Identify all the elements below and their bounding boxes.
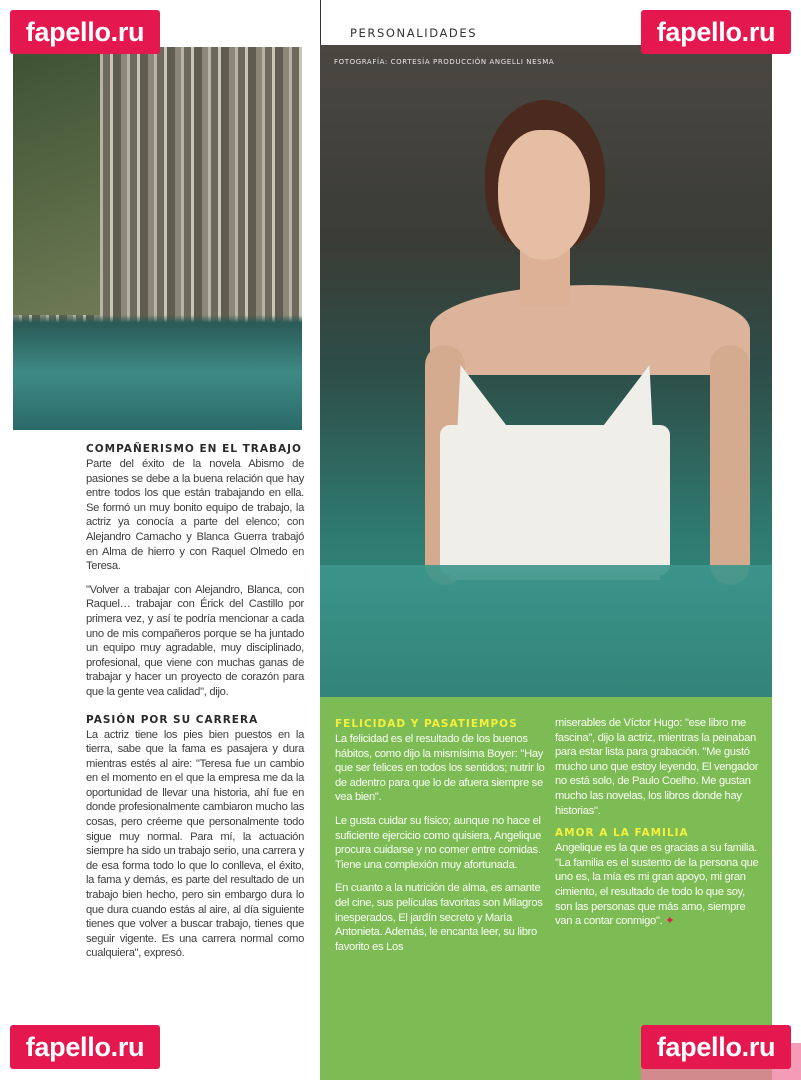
left-column <box>86 443 304 970</box>
section-heading: COMPAÑERISMO EN EL TRABAJO <box>86 443 302 455</box>
paragraph: La felicidad es el resultado de los buenos hábitos, como dijo la mismísima Boyer: "Hay que ser felices en todos los sentidos; nutrir lo de adentro para que lo de afuera siempre se vea bien". <box>335 733 545 804</box>
photo-shape <box>498 130 590 260</box>
watermark-link[interactable]: fapello.ru <box>641 1025 791 1069</box>
section-title: PERSONALIDADES <box>350 26 478 40</box>
header-divider <box>320 0 321 45</box>
paragraph: La actriz tiene los pies bien puestos en la tierra, sabe que la fama es pasajera y dura mientras estés al aire: "Teresa fue un cambio en el momento en el que la empresa me da la oportunidad de llevar una historia, ahí fue en donde profesionalmente cambiaron mucho las cosas, pero créeme que personalmente todo sigue muy normal. Para mí, la actuación siempre ha sido un trabajo serio, una carrera y de esa forma todo lo que lo conlleva, el éxito, la fama y demás, es parte del resultado de un trabajo bien hecho, pero sin embargo dura lo que dura cuando estás al aire, al día siguiente tienes que volver a buscar trabajo, tienes que seguir vigente. Es una carrera normal como cualquiera", expresó. <box>86 728 304 960</box>
paragraph-text: Angelique es la que es gracias a su familia. "La familia es el sustento de la persona que uno es, la mía es mi gran apoyo, mi gran cimiento, el resultado de todo lo que soy, son las personas que más amo, siempre van a contar conmigo". <box>555 842 759 928</box>
green-column-1 <box>335 718 547 963</box>
photo-shape <box>440 425 670 575</box>
photo-shape <box>430 285 750 375</box>
paragraph: En cuanto a la nutrición de alma, es amante del cine, sus películas favoritas son Milagros inesperados, El jardín secreto y María Antonieta. Además, le encanta leer, su libro favorito es Los <box>335 882 543 953</box>
watermark-link[interactable]: fapello.ru <box>10 10 160 54</box>
tree-roots-photo <box>13 47 302 430</box>
section-heading: AMOR A LA FAMILIA <box>555 827 689 840</box>
paragraph: Le gusta cuidar su físico; aunque no hace el suficiente ejercicio como quisiera, Angelique procura cuidarse y no comer entre comidas. Tiene una complexión muy afortunada. <box>335 814 542 871</box>
paragraph <box>555 841 763 929</box>
green-column-2 <box>555 716 763 938</box>
photo-shape <box>320 565 772 697</box>
photo-credit: FOTOGRAFÍA: CORTESÍA PRODUCCIÓN ANGELLI NESMA <box>334 58 555 66</box>
paragraph: "Volver a trabajar con Alejandro, Blanca, con Raquel… trabajar con Érick del Castillo por primera vez, y así te podría mencionar a cada uno de mis compañeros porque se ha juntado un equipo muy agradable, muy disciplinado, profesional, que viene con muchas ganas de trabajar y hacer un proyecto de corazón para que la gente vea calidad", dijo. <box>86 583 304 698</box>
watermark-link[interactable]: fapello.ru <box>10 1025 160 1069</box>
section-heading: PASIÓN POR SU CARRERA <box>86 713 259 726</box>
photo-shape <box>710 345 750 585</box>
section-heading: FELICIDAD Y PASATIEMPOS <box>335 718 518 730</box>
end-mark-icon: ✦ <box>665 915 675 928</box>
main-photo <box>320 45 772 697</box>
paragraph: miserables de Víctor Hugo: "ese libro me fascina", dijo la actriz, mientras la peinaban para estar lista para grabación. "Me gustó mucho uno que estoy leyendo, El vengador no está solo, de Paulo Coelho. Me gustan mucho las novelas, los libros donde hay historias". <box>555 717 759 817</box>
paragraph: Parte del éxito de la novela Abismo de pasiones se debe a la buena relación que hay entre todos los que están trabajando en ella. Se formó un muy bonito equipo de trabajo, la actriz ya conocía a parte del elenco; con Alejandro Camacho y Blanca Guerra trabajó en Alma de hierro y con Raquel Olmedo en Teresa. <box>86 458 304 573</box>
watermark-link[interactable]: fapello.ru <box>641 10 791 54</box>
